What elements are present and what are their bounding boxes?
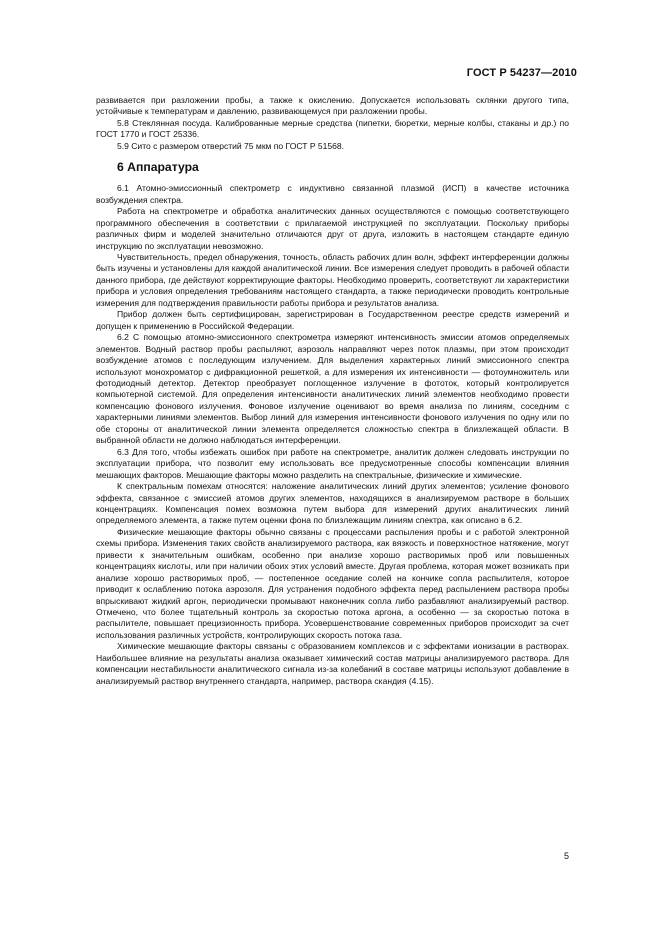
paragraph-sensitivity: Чувствительность, предел обнаружения, точность, область рабочих длин волн, эффект интерференции должны быть изучены и установлены для каждой аналитической линии. Все измерения следует проводить в рабочей области данного прибора, где действуют корректирующие факторы. Необходимо проверить, соответствуют ли характеристики прибора и условия определения требованиям настоящего стандарта, а также периодически проводить контрольные измерения для подтверждения правильности работы прибора и результатов анализа. [96, 251, 569, 308]
document-header: ГОСТ Р 54237—2010 [466, 67, 577, 79]
paragraph-chemical-interference: Химические мешающие факторы связаны с образованием комплексов и с эффектами ионизации в растворах. Наибольшее влияние на результаты анализа оказывает химический состав матрицы анализируемого раствора. Для компенсации нестабильности аналитического сигнала из-за колебаний в составе матрицы используют добавление в анализируемый раствор внутреннего стандарта, например, раствора скандия (4.15). [96, 641, 569, 686]
paragraph-spectral-interference: К спектральным помехам относятся: наложение аналитических линий других элементов; усиление фонового эффекта, связанное с эмиссией атомов других элементов, находящихся в анализируемом растворе в больших концентрациях. Компенсация помех возможна путем выбора для измерений других аналитических линий определяемого элемента, а также путем оценки фона по близлежащим линиям спектра, как описано в 6.2. [96, 481, 569, 526]
paragraph-5-8: 5.8 Стеклянная посуда. Калиброванные мерные средства (пипетки, бюретки, мерные колбы, стаканы и др.) по ГОСТ 1770 и ГОСТ 25336. [96, 117, 569, 140]
paragraph-6-1: 6.1 Атомно-эмиссионный спектрометр с индуктивно связанной плазмой (ИСП) в качестве источника возбуждения спектра. [96, 183, 569, 205]
paragraph-6-2: 6.2 С помощью атомно-эмиссионного спектрометра измеряют интенсивность эмиссии атомов определяемых элементов. Водный раствор пробы распыляют, аэрозоль направляют через поток плазмы, при этом происходит возбуждение атомов с последующим излучением. Для выделения характерных линий эмиссионного спектра используют монохроматор с дифракционной решеткой, а для измерения их интенсивности — фотоумножитель или фотодиодный детектор. Детектор преобразует поглощенное излучение в фототок, который контролируется компьютерной системой. Для определения интенсивности аналитических линий элементов необходимо провести компенсацию фонового излучения. Фоновое излучение оценивают во время анализа по линиям, соседним с характерными линиями элементов. Выбор линий для измерения интенсивности фонового излучения по одну или по обе стороны от аналитической линии элемента определяется сложностью спектра в близлежащей области. В выбранной области не должно наблюдаться интерференции. [96, 332, 569, 446]
page-number: 5 [563, 851, 569, 861]
paragraph-6-3: 6.3 Для того, чтобы избежать ошибок при работе на спектрометре, аналитик должен следовать инструкции по эксплуатации прибора, что позволит ему использовать все предусмотренные способы компенсации влияния мешающих факторов. Мешающие факторы можно разделить на спектральные, физические и химические. [96, 446, 569, 480]
paragraph-5-9: 5.9 Сито с размером отверстий 75 мкм по ГОСТ Р 51568. [117, 140, 345, 151]
document-body [96, 95, 569, 687]
paragraph-physical-interference: Физические мешающие факторы обычно связаны с процессами распыления пробы и с работой электронной схемы прибора. Изменения таких свойств анализируемого раствора, как вязкость и поверхностное натяжение, могут привести к значительным ошибкам, особенно при анализе хорошо растворимых проб или повышенных концентрациях кислоты, или при наличии обоих этих условий вместе. Другая проблема, которая может возникать при анализе хорошо растворимых проб, — постепенное оседание солей на кончике сопла распылителя, которое приводит к ослаблению потока аэрозоля. Для устранения подобного эффекта перед распылением раствора пробы впрыскивают жидкий аргон, периодически промывают наконечник сопла либо разбавляют анализируемый раствор. Отмечено, что более тщательный контроль за скоростью потока аргона, а особенно — за скоростью потока в распылителе, повышает прецизионность прибора. Усовершенствование современных приборов происходит за счет использования различных устройств, контролирующих скорость потока газа. [96, 526, 569, 640]
paragraph-continuation: развивается при разложении пробы, а также к окислению. Допускается использовать склянки другого типа, устойчивые к температурам и давлению, развивающемуся при разложении пробы. [96, 95, 569, 117]
section-heading-6: 6 Аппаратура [117, 160, 199, 175]
paragraph-certification: Прибор должен быть сертифицирован, зарегистрирован в Государственном реестре средств измерений и допущен к применению в Российской Федерации. [96, 309, 569, 331]
paragraph-software: Работа на спектрометре и обработка аналитических данных осуществляются с помощью соответствующего программного обеспечения в соответствии с прилагаемой инструкцией по эксплуатации. Поскольку приборы различных фирм и моделей значительно отличаются друг от друга, изложить в настоящем стандарте единую инструкцию по эксплуатации невозможно. [96, 206, 569, 251]
